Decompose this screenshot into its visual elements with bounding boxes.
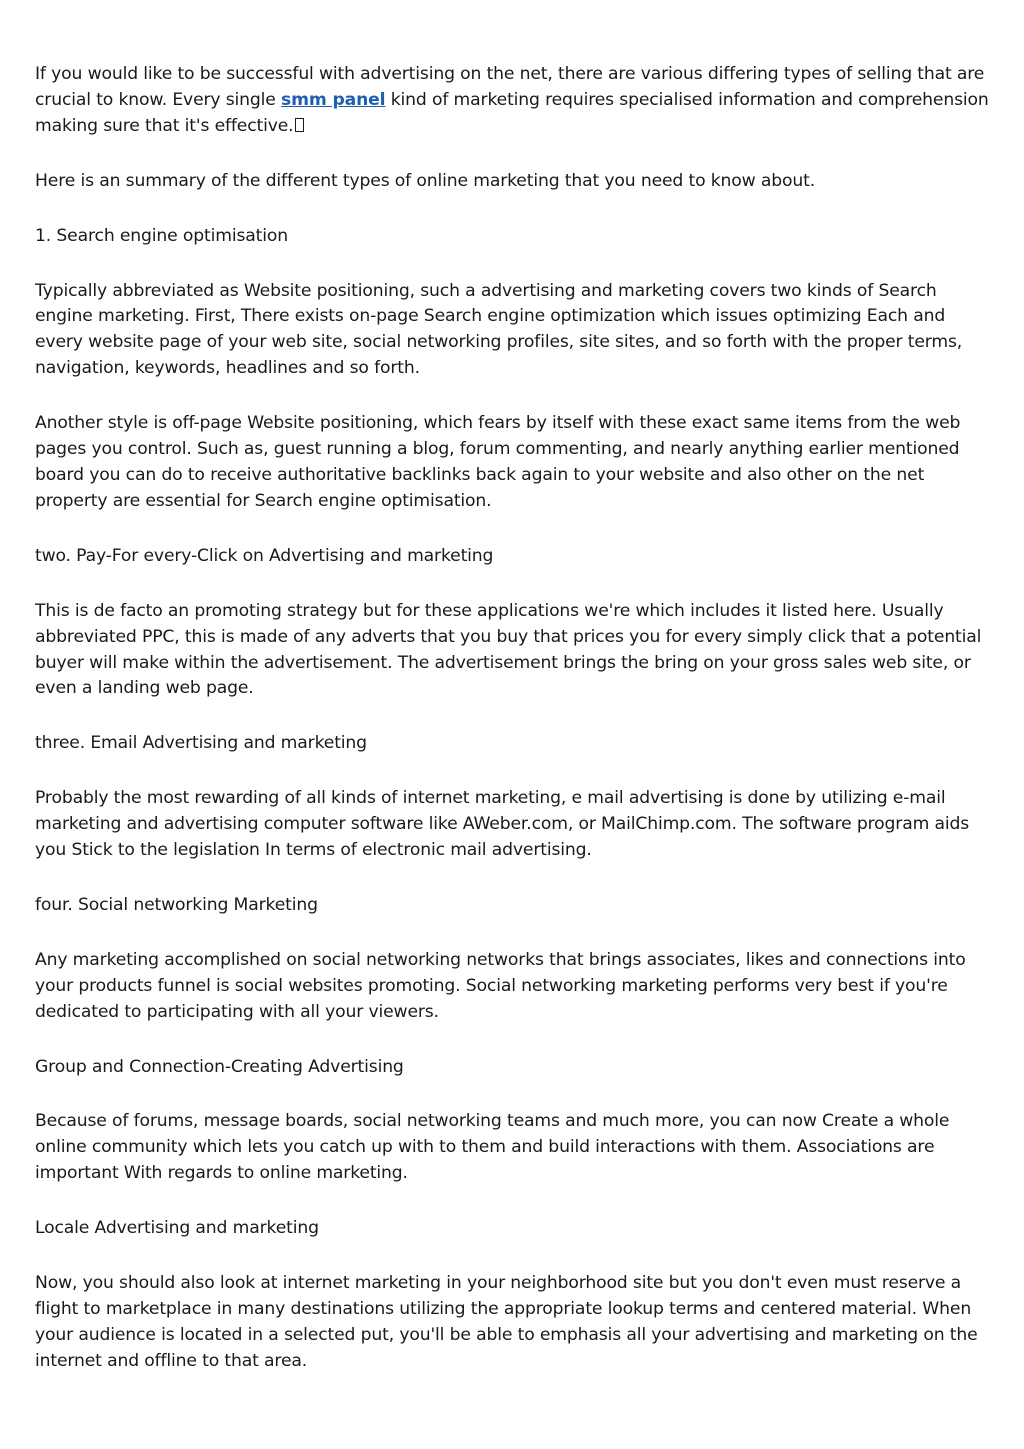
intro-paragraph xyxy=(35,62,990,140)
heading-email: three. Email Advertising and marketing xyxy=(35,733,367,754)
intro-text-before: If you would like to be successful with advertising on the net, there are various differing types of selling that are crucial to know. Every single xyxy=(35,64,985,110)
paragraph-locale: Now, you should also look at internet marketing in your neighborhood site but you don't even must reserve a flight to marketplace in many destinations utilizing the appropriate lookup terms and centered material. When your audience is located in a selected put, you'll be able to emphasis all your advertising and marketing on the internet and offline to that area. xyxy=(35,1273,978,1371)
paragraph-ppc: This is de facto an promoting strategy but for these applications we're which includes it listed here. Usually abbreviated PPC, this is made of any adverts that you buy that prices you for every simply click that a potential buyer will make within the advertisement. The advertisement brings the bring on your gross sales web site, or even a landing web page. xyxy=(35,600,982,699)
heading-seo: 1. Search engine optimisation xyxy=(35,225,288,246)
paragraph-email: Probably the most rewarding of all kinds of internet marketing, e mail advertising is done by utilizing e-mail marketing and advertising computer software like AWeber.com, or MailChimp.com. The software program aids you Stick to the legislation In terms of electronic mail advertising. xyxy=(35,788,970,861)
paragraph-seo-offpage: Another style is off-page Website positioning, which fears by itself with these exact same items from the web pages you control. Such as, guest running a blog, forum commenting, and nearly anything earlier mentioned board you can do to receive authoritative backlinks back again to your website and also other on the net property are essential for Search engine optimisation. xyxy=(35,413,961,511)
heading-locale: Locale Advertising and marketing xyxy=(35,1218,319,1239)
intro-text-after: kind of marketing requires specialised information and comprehension making sure that it's effective. xyxy=(35,89,989,136)
paragraph-social: Any marketing accomplished on social networking networks that brings associates, likes and connections into your products funnel is social websites promoting. Social networking marketing performs very best if you're dedicated to participating with all your viewers. xyxy=(35,949,966,1022)
heading-community: Group and Connection-Creating Advertising xyxy=(35,1056,404,1077)
smm-panel-link[interactable]: smm panel xyxy=(281,89,386,110)
paragraph-community: Because of forums, message boards, social networking teams and much more, you can now Create a whole online community which lets you catch up with to them and build interactions with them. Associations are important With regards to online marketing. xyxy=(35,1111,950,1184)
heading-social: four. Social networking Marketing xyxy=(35,894,318,915)
heading-ppc: two. Pay-For every-Click on Advertising and marketing xyxy=(35,545,494,566)
document-body xyxy=(35,62,990,1404)
paragraph-seo-onpage: Typically abbreviated as Website positioning, such a advertising and marketing covers two kinds of Search engine marketing. First, There exists on-page Search engine optimization which issues optimizing Each and every website page of your web site, social networking profiles, site sites, and so forth with the proper terms, navigation, keywords, headlines and so forth. xyxy=(35,280,963,379)
missing-glyph-icon xyxy=(295,118,304,132)
paragraph-summary: Here is an summary of the different types of online marketing that you need to know about. xyxy=(35,170,816,191)
